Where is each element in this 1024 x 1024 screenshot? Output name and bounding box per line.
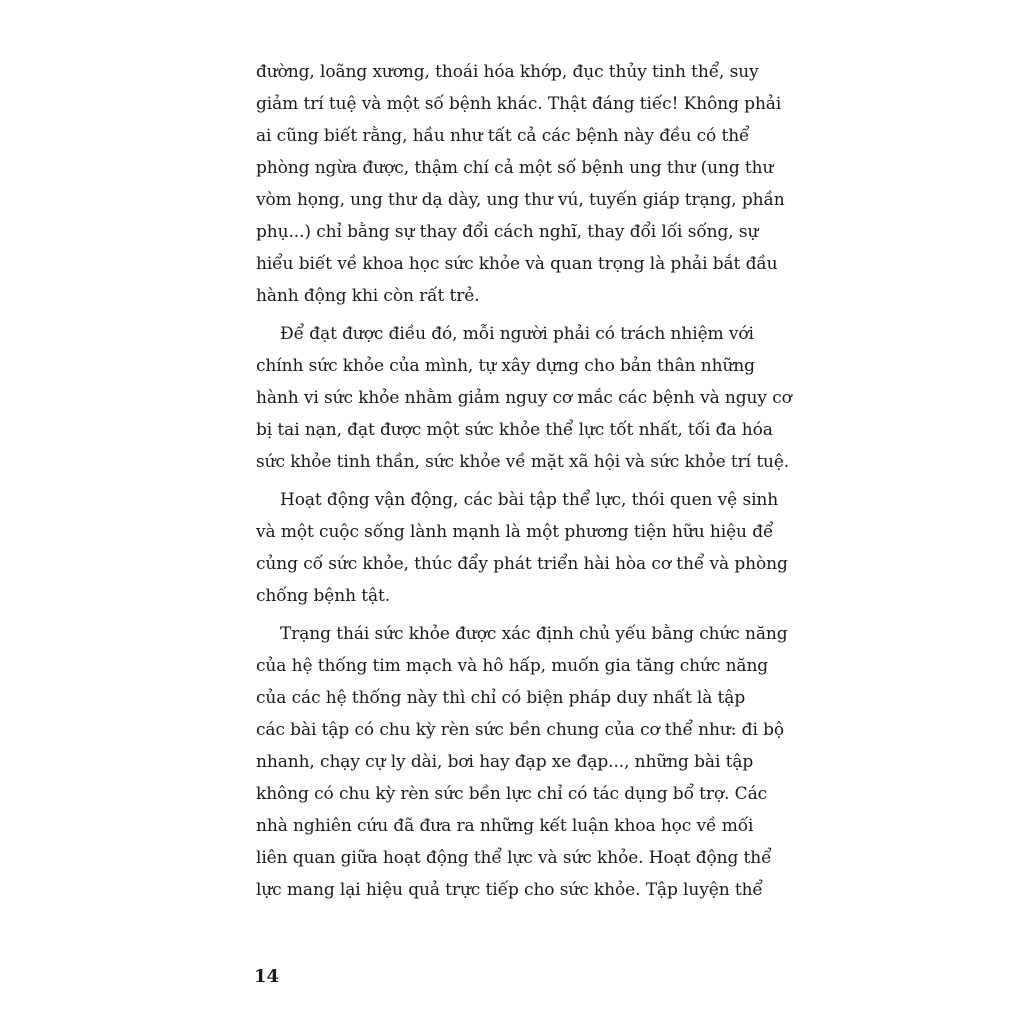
text-line: hành vi sức khỏe nhằm giảm nguy cơ mắc các bệnh và nguy cơ bbox=[256, 388, 792, 408]
text-line: củng cố sức khỏe, thúc đẩy phát triển hài hòa cơ thể và phòng bbox=[256, 554, 788, 574]
text-line: hiểu biết về khoa học sức khỏe và quan trọng là phải bắt đầu bbox=[256, 254, 778, 274]
text-line: nhanh, chạy cự ly dài, bơi hay đạp xe đạp..., những bài tập bbox=[256, 752, 754, 772]
text-line: chính sức khỏe của mình, tự xây dựng cho bản thân những bbox=[256, 356, 755, 376]
text-line: lực mang lại hiệu quả trực tiếp cho sức khỏe. Tập luyện thể bbox=[256, 880, 763, 900]
text-line: đường, loãng xương, thoái hóa khớp, đục thủy tinh thể, suy bbox=[256, 62, 759, 82]
text-line: không có chu kỳ rèn sức bền lực chỉ có tác dụng bổ trợ. Các bbox=[256, 784, 768, 804]
paragraph-2 bbox=[256, 318, 818, 478]
text-line: sức khỏe tinh thần, sức khỏe về mặt xã hội và sức khỏe trí tuệ. bbox=[256, 452, 790, 472]
paragraph-3 bbox=[256, 484, 818, 612]
text-line: phòng ngừa được, thậm chí cả một số bệnh ung thư (ung thư bbox=[256, 158, 774, 178]
text-line: Hoạt động vận động, các bài tập thể lực, thói quen vệ sinh bbox=[280, 490, 779, 510]
text-line: vòm họng, ung thư dạ dày, ung thư vú, tuyến giáp trạng, phần bbox=[256, 190, 785, 210]
text-line: các bài tập có chu kỳ rèn sức bền chung của cơ thể như: đi bộ bbox=[256, 720, 784, 740]
text-line: giảm trí tuệ và một số bệnh khác. Thật đáng tiếc! Không phải bbox=[256, 94, 782, 114]
text-line: liên quan giữa hoạt động thể lực và sức khỏe. Hoạt động thể bbox=[256, 848, 772, 868]
text-line: ai cũng biết rằng, hầu như tất cả các bệnh này đều có thể bbox=[256, 126, 750, 146]
paragraph-1 bbox=[256, 56, 818, 312]
page-number: 14 bbox=[254, 966, 280, 987]
text-line: hành động khi còn rất trẻ. bbox=[256, 286, 480, 306]
text-line: chống bệnh tật. bbox=[256, 586, 391, 606]
text-line: Trạng thái sức khỏe được xác định chủ yếu bằng chức năng bbox=[280, 624, 788, 644]
text-line: bị tai nạn, đạt được một sức khỏe thể lực tốt nhất, tối đa hóa bbox=[256, 420, 773, 440]
text-line: Để đạt được điều đó, mỗi người phải có trách nhiệm với bbox=[280, 324, 754, 344]
text-line: phụ...) chỉ bằng sự thay đổi cách nghĩ, thay đổi lối sống, sự bbox=[256, 222, 759, 242]
paragraph-4 bbox=[256, 618, 818, 906]
page-body-text bbox=[256, 56, 818, 912]
text-line: nhà nghiên cứu đã đưa ra những kết luận khoa học về mối bbox=[256, 816, 754, 836]
text-line: của hệ thống tim mạch và hô hấp, muốn gia tăng chức năng bbox=[256, 656, 769, 676]
text-line: của các hệ thống này thì chỉ có biện pháp duy nhất là tập bbox=[256, 688, 746, 708]
text-line: và một cuộc sống lành mạnh là một phương tiện hữu hiệu để bbox=[256, 522, 774, 542]
